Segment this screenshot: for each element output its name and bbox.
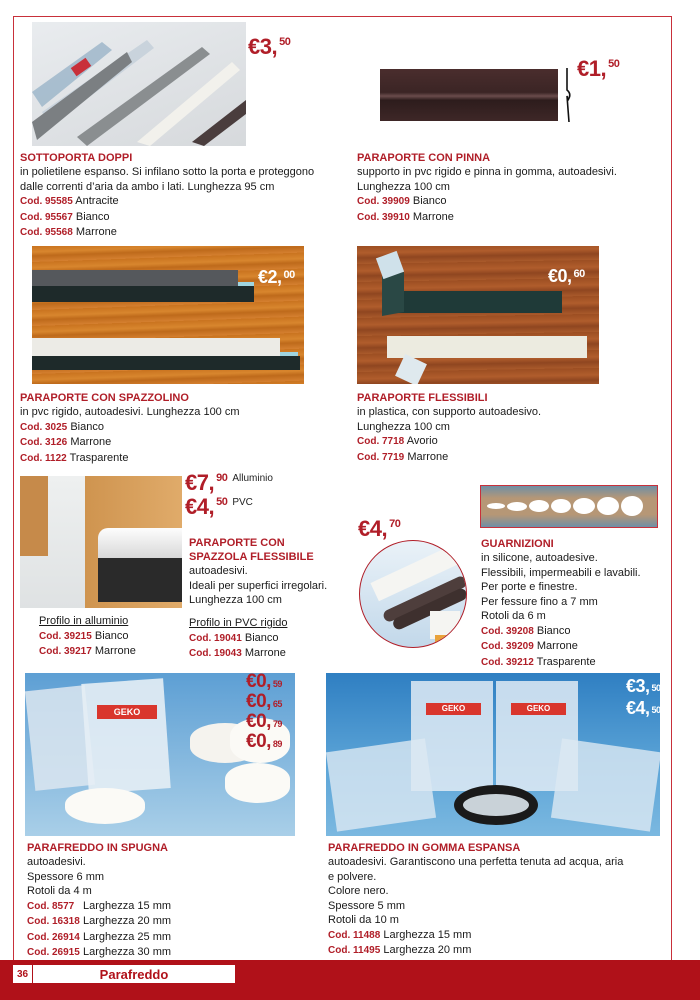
brand-label: GEKO	[97, 705, 157, 719]
code-row: Cod. 39910 Marrone	[357, 210, 454, 223]
section-tab	[13, 965, 235, 983]
code-row: Cod. 11488 Larghezza 15 mm	[328, 928, 472, 941]
code-row: Cod. 39909 Bianco	[357, 195, 447, 207]
code-row: Cod. 16318 Larghezza 20 mm	[27, 915, 172, 927]
product-sottoporta-doppi: SOTTOPORTA DOPPI in polietilene espanso. Si infilano sotto la porta e proteggono dalle correnti d’aria da ambo i lati. Lunghezza 95 cm Cod. 95585 Antracite Cod. 95567 Bianco Cod. 95568 Marrone	[20, 151, 350, 241]
product-image-spazzola-flessibile	[20, 476, 182, 608]
price-paraporte-flessibili: €0, $^{60}$	[548, 266, 585, 286]
product-parafreddo-spugna: PARAFREDDO IN SPUGNA autoadesivi. Spessore 6 mm Rotoli da 4 m Cod. 8577 Larghezza 15 mm Cod. 16318 Larghezza 20 mm Cod. 26914 Larghezza 25 mm Cod. 26915 Larghezza 30 mm	[27, 841, 317, 961]
gauge-diagram	[480, 485, 658, 528]
product-title: PARAFREDDO IN GOMMA ESPANSA	[328, 842, 521, 854]
price-spazzola-alluminio: €7, $^{90}$ $^{Alluminio}$	[185, 470, 273, 495]
code-row: Cod. 3126 Marrone	[20, 436, 112, 448]
price-list-parafreddo-spugna: €0, $^{59}$ €0, $^{65}$ €0, $^{79}$ €0, $^{89}$	[246, 671, 282, 752]
product-guarnizioni: GUARNIZIONI in silicone, autoadesive. Flessibili, impermeabili e lavabili. Per porte e finestre. Per fessure fino a 7 mm Rotoli da 6 m Cod. 39208 Bianco Cod. 39209 Marrone Cod. 39212 Trasparente	[481, 537, 681, 670]
product-title: PARAPORTE CON	[189, 537, 285, 549]
code-group-pvc	[189, 616, 287, 662]
product-title: GUARNIZIONI	[481, 538, 554, 550]
product-paraporte-pinna: PARAPORTE CON PINNA supporto in pvc rigido e pinna in gomma, autoadesivi. Lunghezza 100 cm Cod. 39909 Bianco Cod. 39910 Marrone	[357, 151, 677, 225]
code-row: Cod. 39217 Marrone	[39, 645, 136, 657]
page-number: 36	[13, 965, 33, 983]
code-row: Cod. 39212 Trasparente	[481, 655, 596, 668]
price-sottoporta-doppi: €3, $^{50}$	[248, 34, 291, 59]
group-heading: Profilo in PVC rigido	[189, 617, 288, 629]
pinna-profile-icon	[563, 68, 575, 122]
code-row: Cod. 95585 Antracite	[20, 195, 119, 207]
price-guarnizioni: €4, $^{70}$	[358, 516, 401, 541]
product-title: PARAPORTE FLESSIBILI	[357, 392, 488, 404]
page-footer	[0, 960, 700, 1000]
code-row: Cod. 8577 Larghezza 15 mm	[27, 899, 172, 912]
product-spazzola-flessibile: PARAPORTE CON SPAZZOLA FLESSIBILE autoadesivi. Ideali per superfici irregolari. Lunghezza 100 cm	[189, 536, 349, 608]
code-row: Cod. 26914 Larghezza 25 mm	[27, 930, 172, 943]
code-row: Cod. 19041 Bianco	[189, 631, 279, 644]
code-row: Cod. 3025 Bianco	[20, 420, 104, 433]
code-row: Cod. 39215 Bianco	[39, 629, 129, 642]
brand-label: GEKO	[426, 703, 481, 715]
product-title: PARAPORTE CON SPAZZOLINO	[20, 392, 189, 404]
code-row: Cod. 26915 Larghezza 30 mm	[27, 946, 172, 958]
price-spazzola-pvc: €4, $^{50}$ $^{PVC}$	[185, 494, 253, 519]
price-paraporte-pinna: €1, $^{50}$	[577, 56, 620, 81]
group-heading: Profilo in alluminio	[39, 615, 129, 627]
price-paraporte-spazzolino: €2, $^{00}$	[258, 267, 295, 287]
price-list-parafreddo-gomma: €3, $^{50}$ €4, $^{50}$	[626, 676, 661, 718]
product-title: SOTTOPORTA DOPPI	[20, 152, 133, 164]
product-parafreddo-gomma: PARAFREDDO IN GOMMA ESPANSA autoadesivi. Garantiscono una perfetta tenuta ad acqua, aria e polvere. Colore nero. Spessore 5 mm Rotoli da 10 m Cod. 11488 Larghezza 15 mm Cod. 11495 Larghezza 20 mm	[328, 841, 668, 959]
product-paraporte-flessibili: PARAPORTE FLESSIBILI in plastica, con supporto autoadesivo. Lunghezza 100 cm Cod. 7718 Avorio Cod. 7719 Marrone	[357, 391, 677, 465]
code-row: Cod. 7718 Avorio	[357, 435, 438, 447]
code-group-alluminio	[39, 614, 136, 660]
code-row: Cod. 95568 Marrone	[20, 226, 117, 238]
product-image-paraporte-pinna	[380, 69, 558, 121]
code-row: Cod. 19043 Marrone	[189, 647, 286, 659]
product-image-parafreddo-gomma: GEKO GEKO	[326, 673, 660, 836]
section-title: Parafreddo	[99, 966, 169, 982]
product-image-guarnizioni	[359, 540, 467, 648]
code-row: Cod. 39209 Marrone	[481, 640, 578, 652]
code-row: Cod. 7719 Marrone	[357, 450, 449, 463]
product-title: PARAFREDDO IN SPUGNA	[27, 842, 168, 854]
product-image-sottoporta-doppi	[32, 22, 246, 146]
code-row: Cod. 1122 Trasparente	[20, 451, 129, 464]
code-row: Cod. 11495 Larghezza 20 mm	[328, 944, 472, 956]
code-row: Cod. 95567 Bianco	[20, 210, 110, 223]
product-paraporte-spazzolino: PARAPORTE CON SPAZZOLINO in pvc rigido, autoadesivi. Lunghezza 100 cm Cod. 3025 Bianco Cod. 3126 Marrone Cod. 1122 Trasparente	[20, 391, 340, 466]
code-row: Cod. 39208 Bianco	[481, 624, 571, 637]
product-title: PARAPORTE CON PINNA	[357, 152, 491, 164]
